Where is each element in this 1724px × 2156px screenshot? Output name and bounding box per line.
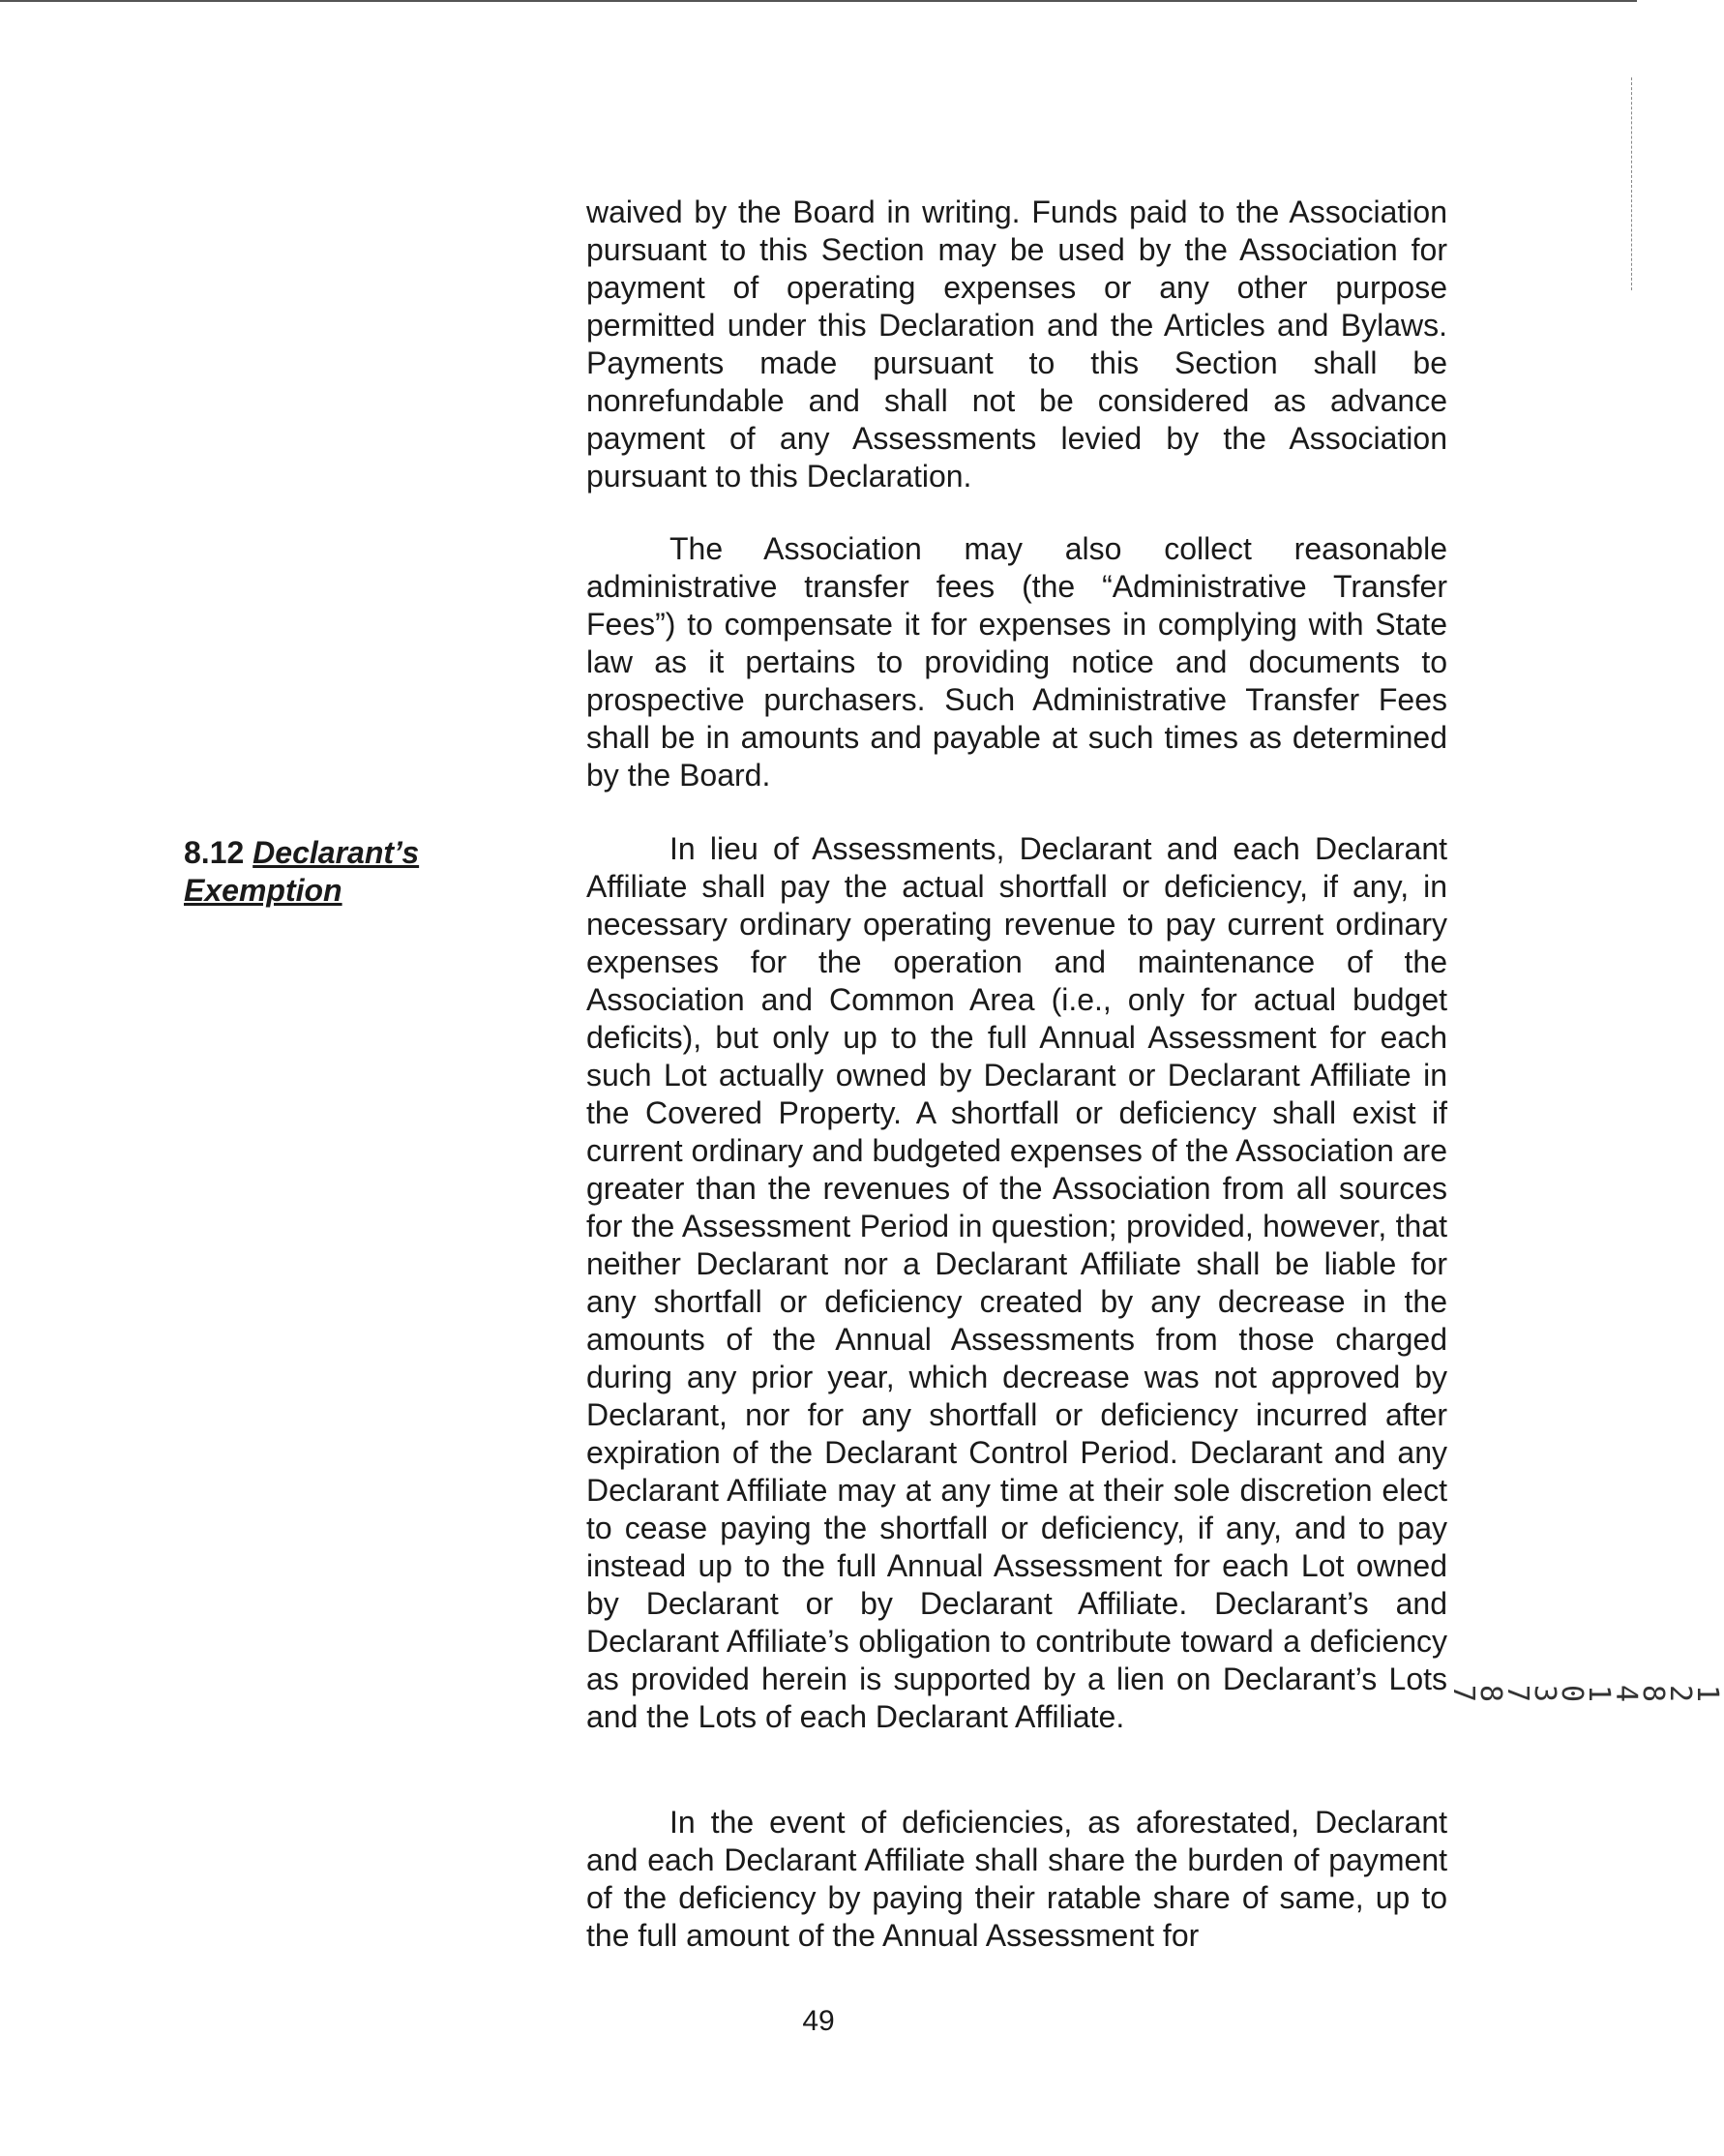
paragraph-transfer-fees: The Association may also collect reasonable administrative transfer fees (the “Administrative Transfer Fees”) to compensate it for expenses in complying with State law as it pertains to providing notice and documents to prospective purchasers. Such Administrative Transfer Fees shall be in amounts and payable at such times as determined by the Board.: [586, 531, 1447, 793]
paragraph-declarant-exemption: In lieu of Assessments, Declarant and each Declarant Affiliate shall pay the actual shortfall or deficiency, if any, in necessary ordinary operating revenue to pay current ordinary expenses for the operation and maintenance of the Association and Common Area (i.e., only for actual budget deficits), but only up to the full Annual Assessment for each such Lot actually owned by Declarant or Declarant Affiliate in the Covered Property. A shortfall or deficiency shall exist if current ordinary and budgeted expenses of the Association are greater than the revenues of the Association from all sources for the Assessment Period in question; provided, however, that neither Declarant nor a Declarant Affiliate shall be liable for any shortfall or deficiency created by any decrease in the amounts of the Annual Assessments from those charged during any prior year, which decrease was not approved by Declarant, nor for any shortfall or deficiency incurred after expiration of the Declarant Control Period. Declarant and any Declarant Affiliate may at any time at their sole discretion elect to cease paying the shortfall or deficiency, if any, and to pay instead up to the full Annual Assessment for each Lot owned by Declarant or by Declarant Affiliate. Declarant’s and Declarant Affiliate’s obligation to contribute toward a deficiency as provided herein is supported by a lien on Declarant’s Lots and the Lots of each Declarant Affiliate.: [586, 831, 1447, 1734]
paragraph-fees-use: waived by the Board in writing. Funds paid to the Association pursuant to this Section may be used by the Association for payment of operating expenses or any other purpose permitted under this Declaration and the Articles and Bylaws. Payments made pursuant to this Section shall be nonrefundable and shall not be considered as advance payment of any Assessments levied by the Association pursuant to this Declaration.: [586, 195, 1447, 494]
section-title: Declarant’s Exemption: [184, 835, 420, 908]
scan-edge-right: [1631, 77, 1633, 290]
scan-edge-top: [0, 0, 1637, 2]
section-number: 8.12: [184, 835, 245, 870]
section-heading: [184, 834, 513, 910]
recording-stamp: [1446, 1558, 1724, 1829]
recording-number: 1 2 8 4 1 0 3 7 8 7: [1446, 1684, 1724, 1703]
page-number: 49: [802, 2005, 835, 2037]
paragraph-deficiency-sharing: In the event of deficiencies, as aforestated, Declarant and each Declarant Affiliate shall share the burden of payment of the deficiency by paying their ratable share of same, up to the full amount of the Annual Assessment for: [586, 1805, 1447, 1953]
